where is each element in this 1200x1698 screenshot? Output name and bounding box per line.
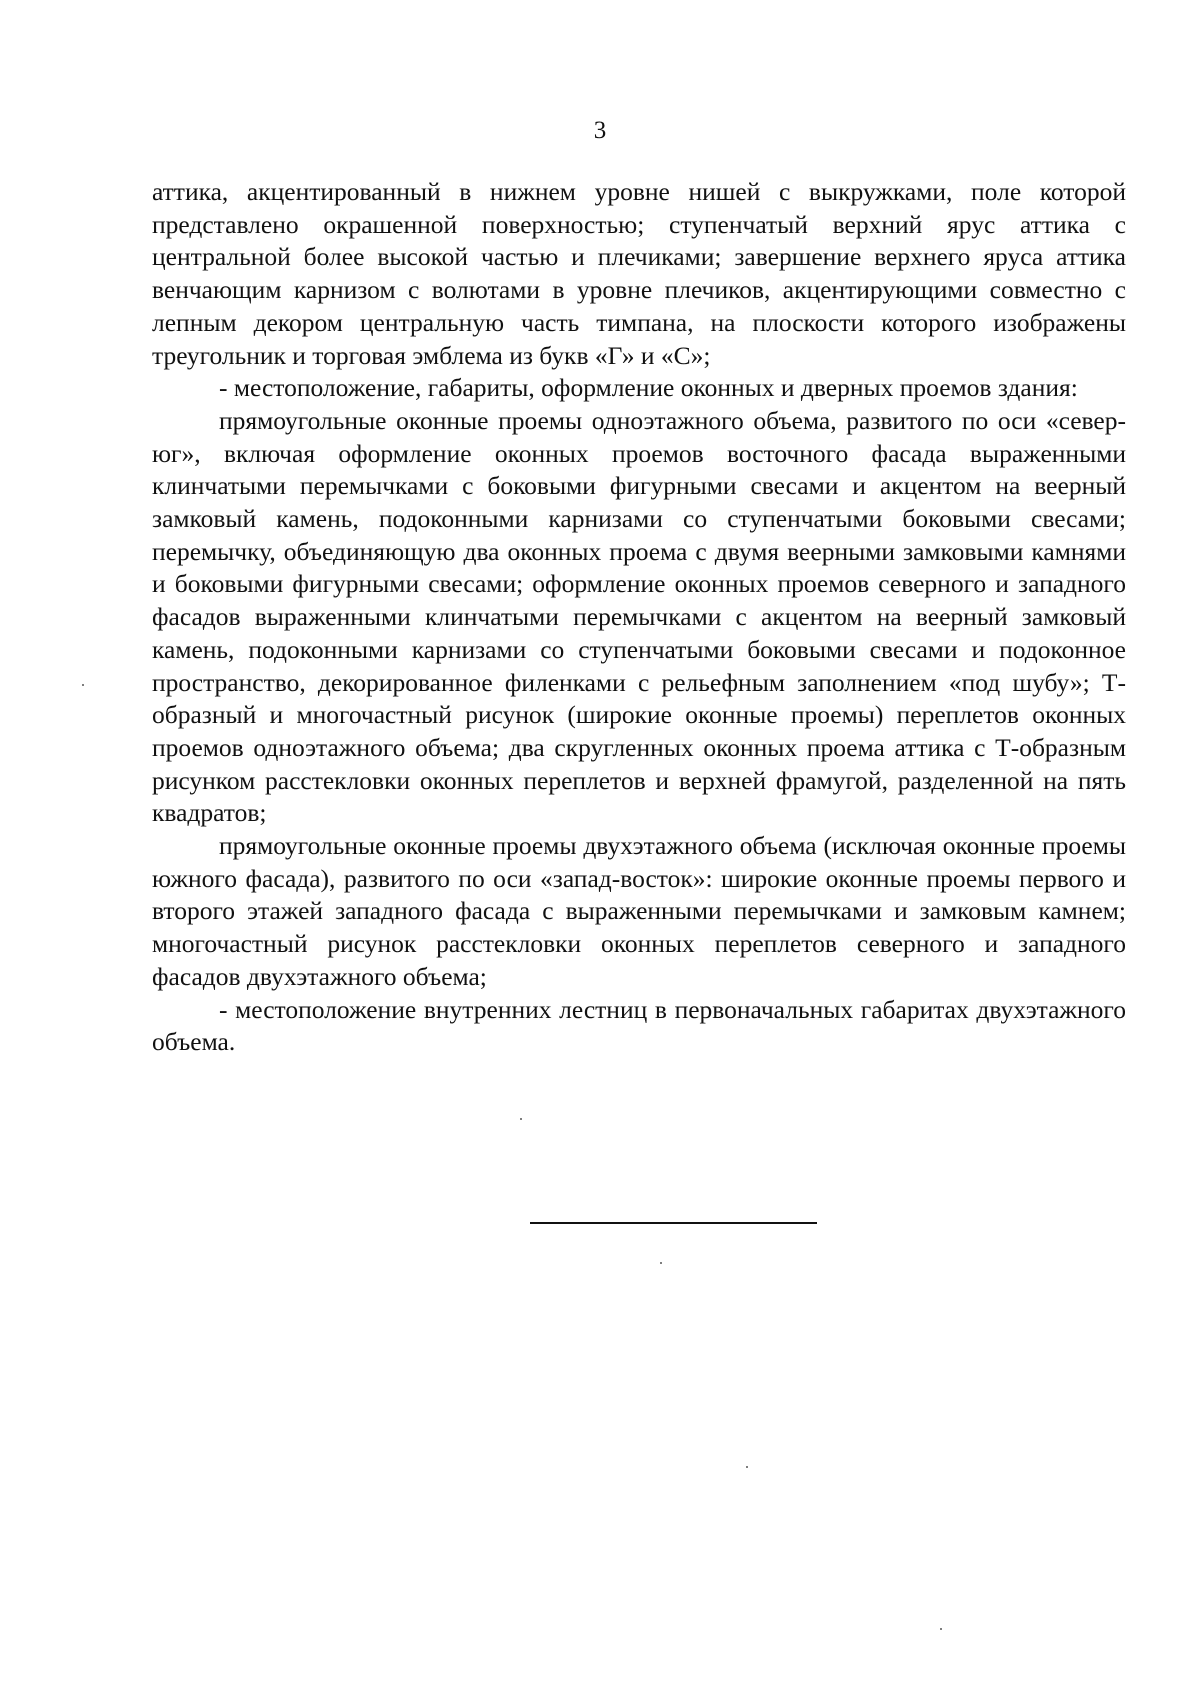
paragraph-openings-heading: - местоположение, габариты, оформление оконных и дверных проемов здания: [219, 373, 1078, 403]
end-of-text-rule [530, 1222, 817, 1224]
paragraph-interior-stairs: - местоположение внутренних лестниц в первоначальных габаритах двухэтажного объема. [152, 994, 1126, 1057]
scan-speck [746, 1466, 748, 1468]
paragraph-two-storey-windows: прямоугольные оконные проемы двухэтажного объема (исключая оконные проемы южного фасада), развитого по оси «запад-восток»: широкие оконные проемы первого и второго этажей западного фасада с выраженными перемычками и замковым камнем; многочастный рисунок расстекловки оконных переплетов северного и западного фасадов двухэтажного объема; [152, 831, 1126, 991]
page-number: 3 [593, 117, 607, 144]
scan-speck [940, 1628, 942, 1630]
scan-speck [660, 1262, 662, 1264]
scan-speck [82, 684, 84, 686]
document-body [152, 176, 1126, 1059]
paragraph-one-storey-windows: прямоугольные оконные проемы одноэтажного объема, развитого по оси «север-юг», включая оформление оконных проемов восточного фасада выраженными клинчатыми перемычками с боковыми фигурными свесами и акцентом на веерный замковый камень, подоконными карнизами со ступенчатыми боковыми свесами; перемычку, объединяющую два оконных проема с двумя веерными замковыми камнями и боковыми фигурными свесами; оформление оконных проемов северного и западного фасадов выраженными клинчатыми перемычками с акцентом на веерный замковый камень, подоконными карнизами со ступенчатыми боковыми свесами и подоконное пространство, декорированное филенками с рельефным заполнением «под шубу»; Т-образный и многочастный рисунок (широкие оконные проемы) переплетов оконных проемов одноэтажного объема; два скругленных оконных проема аттика с Т-образным рисунком расстекловки оконных переплетов и верхней фрамугой, разделенной на пять квадратов; [152, 405, 1126, 828]
paragraph-attic-description: аттика, акцентированный в нижнем уровне нишей с выкружками, поле которой представлено окрашенной поверхностью; ступенчатый верхний ярус аттика с центральной более высокой частью и плечиками; завершение верхнего яруса аттика венчающим карнизом с волютами в уровне плечиков, акцентирующими совместно с лепным декором центральную часть тимпана, на плоскости которого изображены треугольник и торговая эмблема из букв «Г» и «С»; [152, 177, 1126, 370]
scan-speck [520, 1118, 522, 1120]
